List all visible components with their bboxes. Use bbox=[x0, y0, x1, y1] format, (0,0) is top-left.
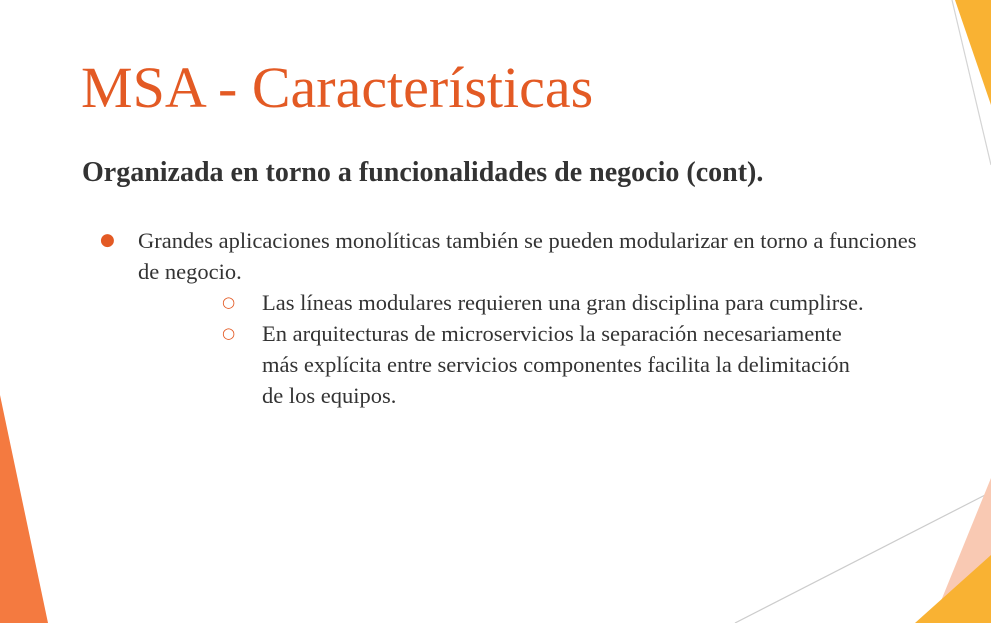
sub-bullet-item bbox=[222, 318, 872, 411]
sub-bullet-marker-icon: ○ bbox=[222, 293, 236, 311]
slide-subtitle: Organizada en torno a funcionalidades de negocio (cont). bbox=[82, 157, 764, 188]
sub-bullet-text: Las líneas modulares requieren una gran disciplina para cumplirse. bbox=[262, 290, 864, 315]
bullet-item bbox=[0, 225, 918, 411]
sub-bullet-item bbox=[222, 287, 872, 318]
sub-bullet-marker-icon: ○ bbox=[222, 324, 236, 342]
bullet-list bbox=[0, 225, 918, 411]
sub-bullet-text: En arquitecturas de microservicios la separación necesariamente más explícita entre servicios componentes facilita la delimitación de los equipos. bbox=[262, 321, 850, 408]
bullet-text: Grandes aplicaciones monolíticas también se pueden modularizar en torno a funciones de negocio. bbox=[138, 228, 917, 284]
slide-title: MSA - Características bbox=[81, 55, 594, 120]
deco-left-orange-triangle bbox=[0, 395, 48, 623]
sub-bullet-list bbox=[138, 287, 918, 411]
bullet-marker-icon: ● bbox=[100, 230, 115, 250]
